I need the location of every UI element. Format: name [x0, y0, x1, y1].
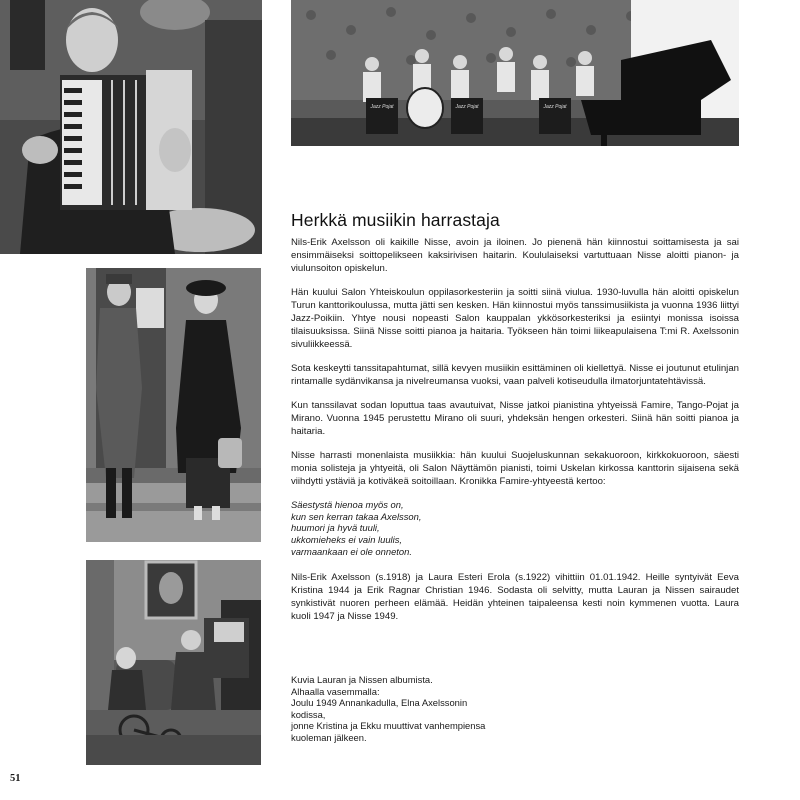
photo-caption [291, 674, 491, 744]
caption-line: Joulu 1949 Annankadulla, Elna Axelssonin kodissa, [291, 697, 468, 720]
poem-line: huumori ja hyvä tuuli, [291, 522, 380, 534]
photo-band-on-stage [291, 0, 739, 146]
caption-line: Alhaalla vasemmalla: [291, 685, 380, 697]
photo-soldier-and-woman [86, 268, 261, 542]
caption-line: kuoleman jälkeen. [291, 731, 367, 743]
article-paragraph: Kun tanssilavat sodan loputtua taas avautuivat, Nisse jatkoi pianistina yhtyeissä Famire, Tango-Pojat ja Mirano. Vuonna 1945 perustettu Mirano oli suuri, yhdeksän hengen orkesteri. Siinä hän soitti pianoa ja haitaria. [291, 400, 739, 437]
article-paragraph: Hän kuului Salon Yhteiskoulun oppilasorkesteriin ja soitti siinä viulua. 1930-luvulla hän aloitti opiskelun Turun kanttorikoulussa, mutta jätti sen kesken. Hän kiinnostui myös tanssimusiikista ja vuonna 1936 liittyi Jazz-Poikiin. Yhtye nousi nopeasti Salon kauppalan ykkösorkesteriksi ja esiintyi monissa isoissa tilaisuuksissa. Siinä Nisse soitti pianoa ja haitaria. Työkseen hän toimi liikeapulaisena T:mi R. Axelssonin sivuliikkeessä. [291, 287, 739, 350]
article-body [291, 236, 739, 634]
caption-line: jonne Kristina ja Ekku muuttivat vanhempiensa [291, 720, 486, 732]
photo-accordion-player [0, 0, 262, 254]
drum-label: Jazz Pojat [543, 104, 567, 110]
article-paragraph: Sota keskeytti tanssitapahtumat, sillä kevyen musiikin esittäminen oli kiellettyä. Nisse ei joutunut etulinjan rintamalle sydänvikansa ja nivelreumansa vuoksi, vaan palveli kotiseudulla ilmatorjuntatehtävissä. [291, 363, 739, 387]
poem-line: ukkomieheks ei vain luulis, [291, 534, 402, 546]
article-closing-paragraph: Nils-Erik Axelsson (s.1918) ja Laura Esteri Erola (s.1922) vihittiin 01.01.1942. Heille syntyivät Eeva Kristina 1944 ja Erik Ragnar Christian 1946. Sodasta oli selvitty, mutta Lauran ja Nissen sairaudet synkistivät nuoren perheen elämää. Heidän yhteinen taipaleensa kesti noin kymmenen vuotta. Laura kuoli 1947 ja Nisse 1949. [291, 571, 739, 622]
chronicle-poem [291, 499, 739, 558]
drum-label: Jazz Pojat [370, 104, 394, 110]
poem-line: Säestystä hienoa myös on, [291, 499, 404, 510]
poem-line: varmaankaan ei ole onneton. [291, 545, 412, 557]
page-number: 51 [10, 773, 21, 784]
article-paragraph: Nisse harrasti monenlaista musiikkia: hän kuului Suojeluskunnan sekakuoroon, kirkkokuoroon, säesti monia solisteja ja yhtyeitä, oli Salon Näyttämön pianisti, toimi Uskelan kirkossa kanttorin sijaisena sekä viihdytti ystäviä ja kotiväkeä soitoillaan. Kronikka Famire-yhtyeestä kertoo: [291, 450, 739, 487]
poem-line: kun sen kerran takaa Axelsson, [291, 510, 422, 522]
caption-line: Kuvia Lauran ja Nissen albumista. [291, 674, 433, 685]
article-title: Herkkä musiikin harrastaja [291, 209, 500, 230]
drum-label: Jazz Pojat [455, 104, 479, 110]
photo-children-with-piano [86, 560, 261, 765]
article-paragraph: Nils-Erik Axelsson oli kaikille Nisse, avoin ja iloinen. Jo pienenä hän kiinnostui soittamisesta ja sai ensimmäiseksi soittopelikseen kaksirivisen haitarin. Koululaiseksi vartuttuaan Nisse aloitti pianon- ja viulunsoiton opiskelun. [291, 237, 739, 274]
